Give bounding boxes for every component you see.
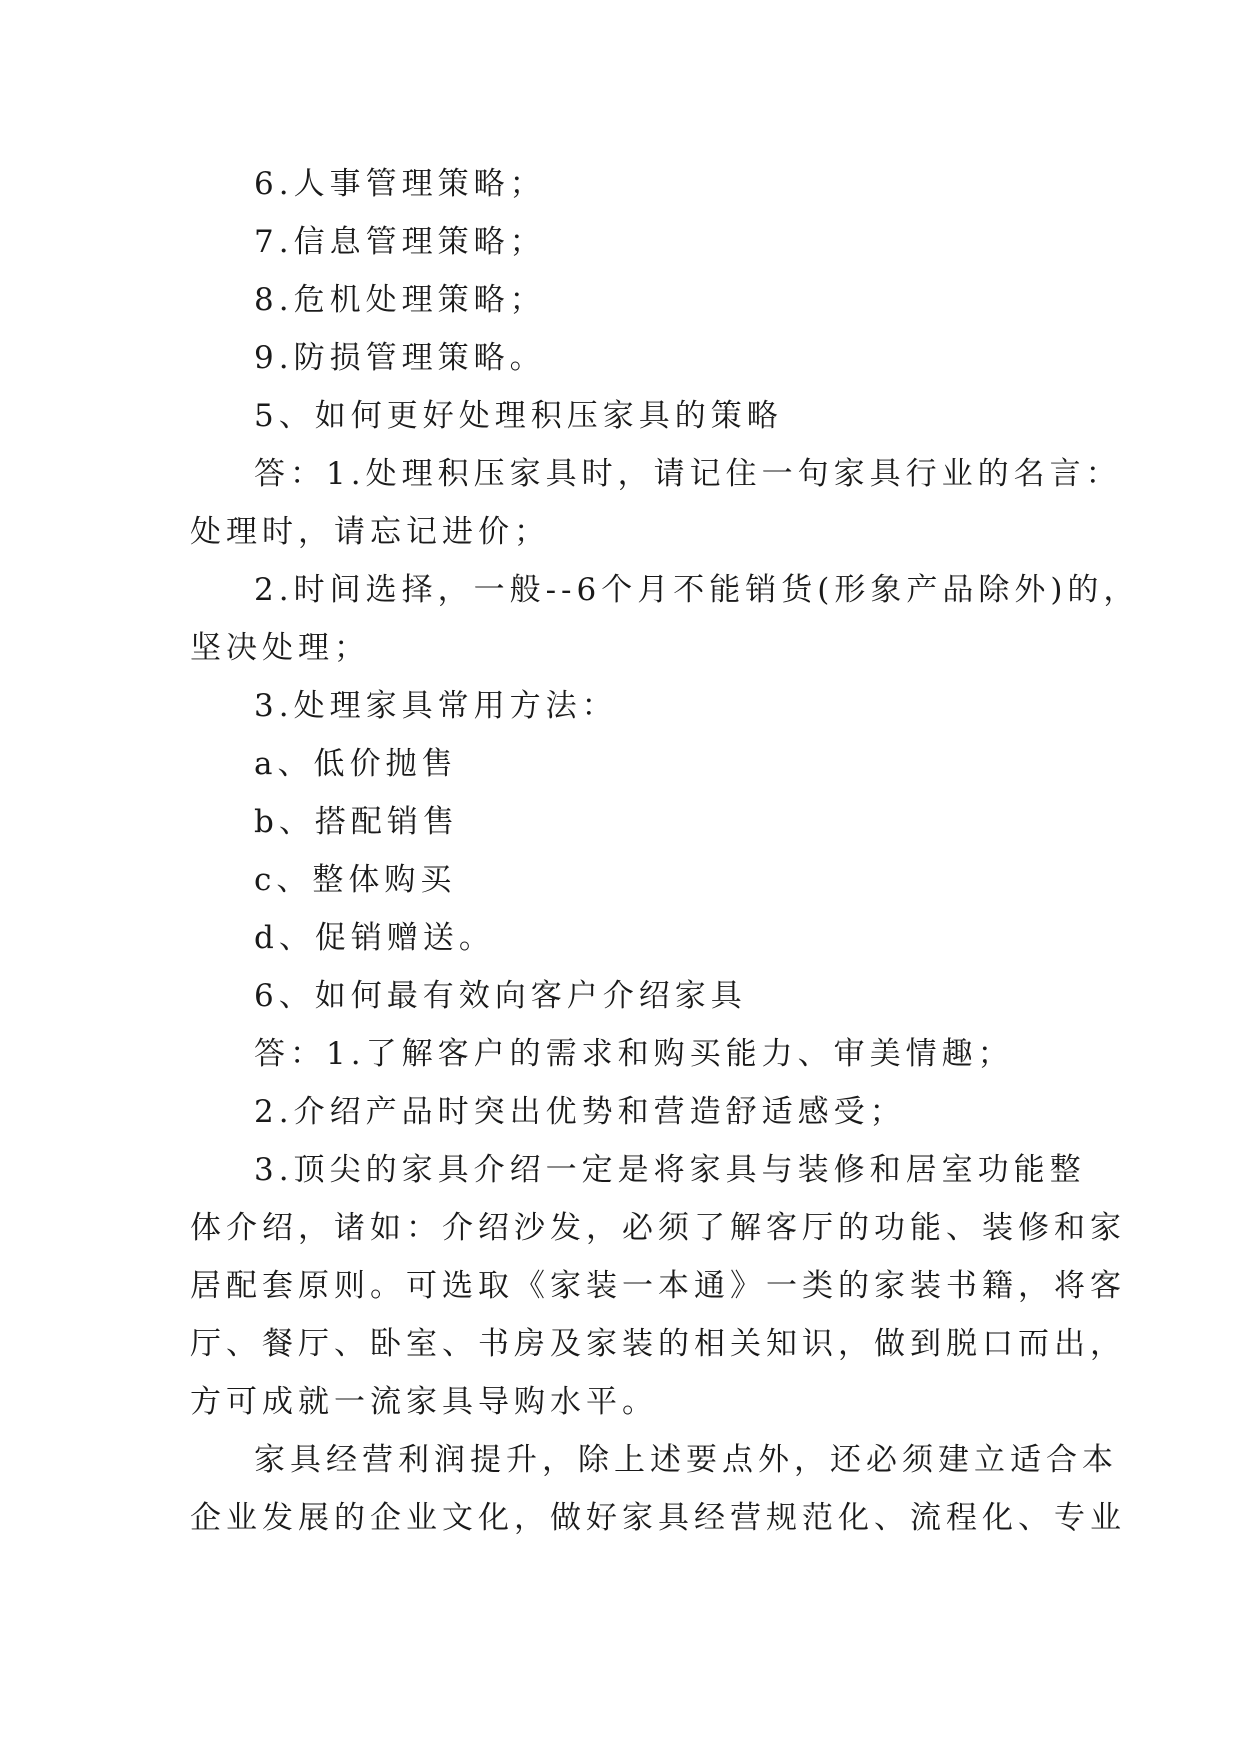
text-line: 家具经营利润提升，除上述要点外，还必须建立适合本 [254, 1442, 1118, 1478]
text-line: 6.人事管理策略； [254, 166, 546, 202]
text-line: 答：1.处理积压家具时，请记住一句家具行业的名言： [254, 456, 1122, 492]
text-line: 7.信息管理策略； [254, 224, 546, 260]
text-line: 厅、餐厅、卧室、书房及家装的相关知识，做到脱口而出， [190, 1326, 1126, 1362]
text-line: 答：1.了解客户的需求和购买能力、审美情趣； [254, 1036, 1014, 1072]
section-heading: 6、如何最有效向客户介绍家具 [254, 978, 747, 1014]
text-line: 2.时间选择，一般--6个月不能销货(形象产品除外)的， [254, 572, 1140, 608]
list-item: d、促销赠送。 [254, 920, 495, 956]
list-item: a、低价抛售 [254, 746, 458, 782]
list-item: b、搭配销售 [254, 804, 459, 840]
text-line: 3.顶尖的家具介绍一定是将家具与装修和居室功能整 [254, 1152, 1086, 1188]
text-line: 企业发展的企业文化，做好家具经营规范化、流程化、专业 [190, 1500, 1126, 1536]
section-heading: 5、如何更好处理积压家具的策略 [254, 398, 783, 434]
text-line: 9.防损管理策略。 [254, 340, 546, 376]
text-line: 8.危机处理策略； [254, 282, 546, 318]
text-line: 体介绍，诸如：介绍沙发，必须了解客厅的功能、装修和家 [190, 1210, 1126, 1246]
list-item: c、整体购买 [254, 862, 457, 898]
text-line: 处理时，请忘记进价； [190, 514, 550, 550]
text-line: 方可成就一流家具导购水平。 [190, 1384, 658, 1420]
text-line: 居配套原则。可选取《家装一本通》一类的家装书籍，将客 [190, 1268, 1126, 1304]
text-line: 坚决处理； [190, 630, 370, 666]
text-line: 2.介绍产品时突出优势和营造舒适感受； [254, 1094, 906, 1130]
text-line: 3.处理家具常用方法： [254, 688, 618, 724]
